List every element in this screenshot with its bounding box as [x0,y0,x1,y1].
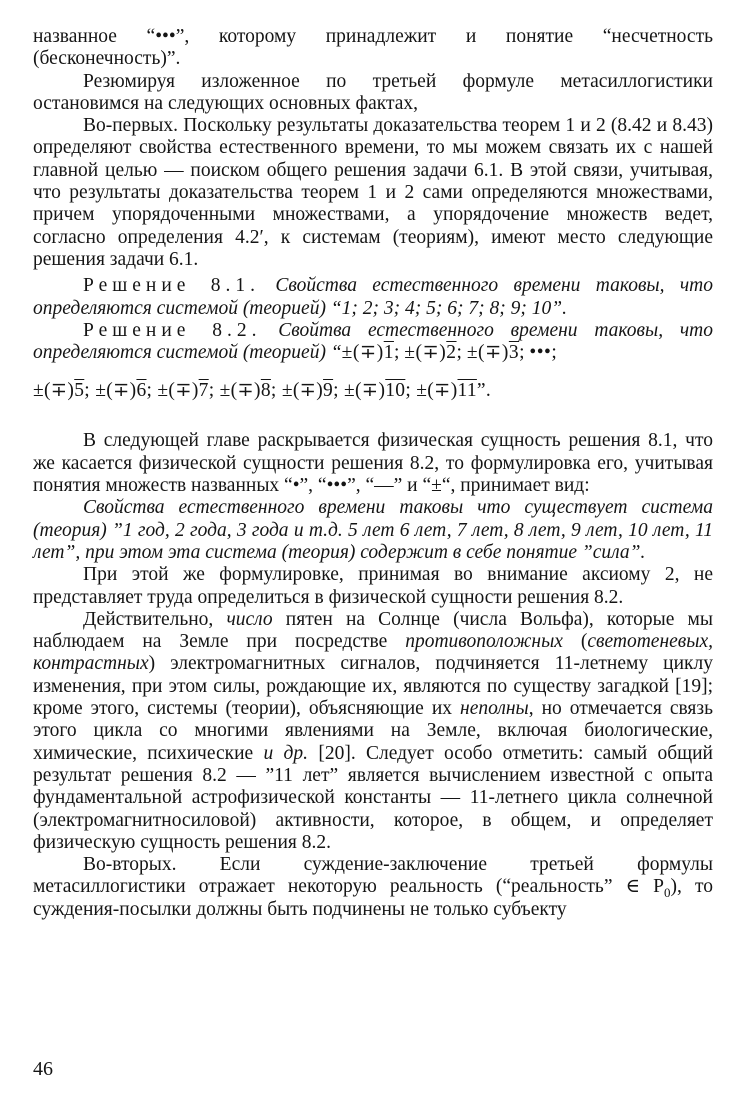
solution-8-1-text: Свойства естественного времени таковы, что определяются системой (теорией) “1; 2; 3; 4; 5; 6; 7; 8; 9; 10”. [33,275,713,319]
solution-8-2: Решение 8.2. Свойтва естественного времени таковы, что определяются системой (теорией) “±(∓)1; ±(∓)2; ±(∓)3; •••; [33,319,713,364]
formula-term-1: ±(∓)1 [341,342,394,364]
formula-term-2: ±(∓)2 [404,342,457,364]
formula-line: ±(∓)5; ±(∓)6; ±(∓)7; ±(∓)8; ±(∓)9; ±(∓)10; ±(∓)11”. [33,380,492,402]
paragraph-next-chapter: В следующей главе раскрывается физическая сущность решения 8.1, что же касается физической сущности решения 8.2, то формулировка его, учитывая понятия множеств названных “•”, “•••”, “—” и “±“, принимает вид: [33,430,713,497]
formula-term-5: ±(∓)5 [33,380,85,402]
solution-8-2-label: Решение 8.2. [83,319,262,341]
emphasis-number: число [226,608,273,630]
formula-term-9: ±(∓)9 [281,380,334,402]
page-number: 46 [33,1058,53,1080]
paragraph-first: Во-первых. Поскольку результаты доказательства теорем 1 и 2 (8.42 и 8.43) определяют свойства естественного времени, то мы можем связать их с нашей главной целью — поиском общего решения задачи 6.1. В этой связи, учитывая, что результаты доказательства теорем 1 и 2 сами определяются множествами, причем упорядоченными множествами, а упорядочение множеств ведет, согласно определения 4.2′, к системам (теориям), имеют место следующие решения задачи 6.1. [33,115,713,270]
emphasis-opposite: противоположных [405,631,563,653]
paragraph-axiom: При этой же формулировке, принимая во внимание аксиому 2, не представляет труда определиться в физической сущности решения 8.2. [33,564,713,608]
emphasis-incomplete: неполны [460,698,529,720]
formula-ellipsis: ••• [529,342,552,364]
emphasis-etc: и др. [263,742,309,764]
solution-8-1-label: Решение 8.1. [83,275,261,297]
solution-8-2-text: Свойтва естественного времени таковы, что определяются системой (теорией) “ [33,319,713,364]
formula-term-10: ±(∓)10 [344,380,406,402]
formula-term-6: ±(∓)6 [95,380,147,402]
formula-term-3: ±(∓)3 [466,342,520,364]
solution-8-1 [33,275,713,320]
formula-term-7: ±(∓)7 [157,380,209,402]
paragraph-continuation: названное “•••”, которому принадлежит и понятие “несчетность (бесконечность)”. [33,26,713,70]
page-body [33,26,713,921]
paragraph-formulation: Свойства естественного времени таковы что существует система (теория) ”1 год, 2 года, 3 года и т.д. 5 лет 6 лет, 7 лет, 8 лет, 9 лет, 10 лет, 11 лет”, при этом эта система (теория) содержит в себе понятие ”сила”. [33,497,713,563]
subscript-zero: 0 [664,885,671,901]
paragraph-second: Во-вторых. Если суждение-заключение третьей формулы метасиллогистики отражает некоторую реальность (“реальность” ∈ $P_0$), то суждения-посылки должны быть подчинены не только субъекту [33,854,714,920]
formula-term-8: ±(∓)8 [219,380,271,402]
emphasis-contrast: светотеневых, контрастных [33,631,713,675]
formula-term-11: ±(∓)11 [416,380,477,402]
paragraph-sunspots: Действительно, число пятен на Солнце (числа Вольфа), которые мы наблюдаем на Земле при посредстве противоположных (светотеневых, контрастных) электромагнитных сигналов, подчиняется 11-летнему циклу изменения, при этом силы, рождающие их, являются по существу загадкой [19]; кроме этого, системы (теории), объясняющие их неполны, но отмечается связь этого цикла со многими явлениями на Земле, включая биологические, химические, психические и др. [20]. Следует особо отметить: самый общий результат решения 8.2 — ”11 лет” является вычислением известной с опыта фундаментальной астрофизической константы — 11-летнего цикла солнечной (электромагнитносиловой) активности, которое, в общем, и определяет физическую сущность решения 8.2. [33,608,713,853]
paragraph-summary: Резюмируя изложенное по третьей формуле метасиллогистики остановимся на следующих основных фактах, [33,70,713,114]
